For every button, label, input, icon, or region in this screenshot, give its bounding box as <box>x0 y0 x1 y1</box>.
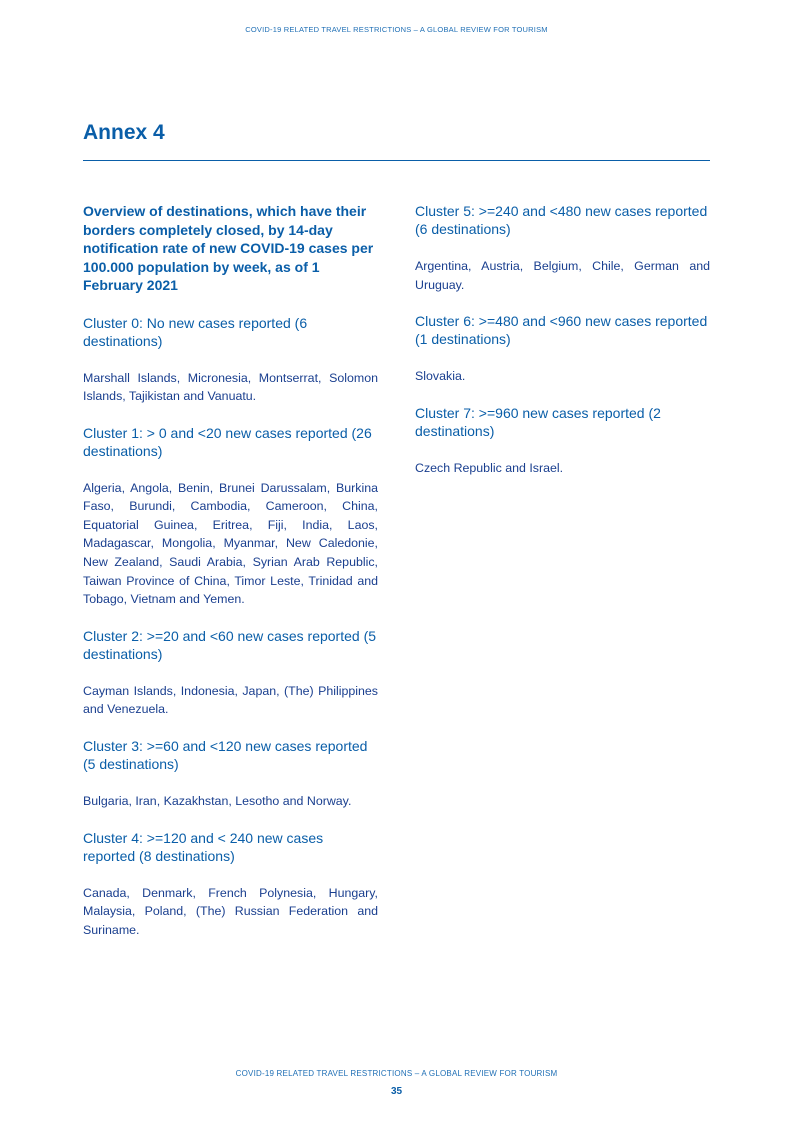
cluster-2-section <box>83 627 378 719</box>
left-column <box>83 202 378 957</box>
annex-intro: Overview of destinations, which have their borders completely closed, by 14-day notification rate of new COVID-19 cases per 100.000 population by week, as of 1 February 2021 <box>83 203 374 293</box>
cluster-4-heading: Cluster 4: >=120 and < 240 new cases reported (8 destinations) <box>83 829 324 864</box>
running-header: COVID-19 RELATED TRAVEL RESTRICTIONS – A GLOBAL REVIEW FOR TOURISM <box>245 25 548 34</box>
cluster-4-destinations: Canada, Denmark, French Polynesia, Hungary, Malaysia, Poland, (The) Russian Federation and Suriname. <box>83 885 378 937</box>
cluster-0-destinations: Marshall Islands, Micronesia, Montserrat, Solomon Islands, Tajikistan and Vanuatu. <box>83 370 378 404</box>
cluster-6-destinations: Slovakia. <box>415 369 466 384</box>
page-title: Annex 4 <box>83 121 165 144</box>
cluster-6-section <box>415 312 710 386</box>
cluster-4-section <box>83 829 378 940</box>
right-column <box>415 202 710 495</box>
cluster-0-heading: Cluster 0: No new cases reported (6 destinations) <box>83 314 308 349</box>
cluster-5-destinations: Argentina, Austria, Belgium, Chile, German and Uruguay. <box>415 259 710 292</box>
cluster-5-section <box>415 202 710 294</box>
cluster-5-heading: Cluster 5: >=240 and <480 new cases reported (6 destinations) <box>415 203 708 237</box>
cluster-7-destinations: Czech Republic and Israel. <box>415 460 564 475</box>
cluster-0-section <box>83 314 378 406</box>
cluster-3-section <box>83 737 378 811</box>
page-number: 35 <box>390 1086 403 1097</box>
running-footer: COVID-19 RELATED TRAVEL RESTRICTIONS – A GLOBAL REVIEW FOR TOURISM <box>235 1069 558 1078</box>
cluster-3-heading: Cluster 3: >=60 and <120 new cases reported (5 destinations) <box>83 738 368 773</box>
cluster-3-destinations: Bulgaria, Iran, Kazakhstan, Lesotho and Norway. <box>83 794 352 809</box>
cluster-1-destinations: Algeria, Angola, Benin, Brunei Darussalam, Burkina Faso, Burundi, Cambodia, Cameroon, China, Equatorial Guinea, Eritrea, Fiji, India, Laos, Madagascar, Mongolia, Myanmar, New Caledonie, New Zealand, Saudi Arabia, Syrian Arab Republic, Taiwan Province of China, Timor Leste, Trinidad and Tobago, Vietnam and Yemen. <box>83 480 378 607</box>
cluster-7-heading: Cluster 7: >=960 new cases reported (2 destinations) <box>415 404 661 439</box>
cluster-1-section <box>83 424 378 609</box>
title-divider <box>83 160 710 161</box>
cluster-2-destinations: Cayman Islands, Indonesia, Japan, (The) Philippines and Venezuela. <box>83 683 378 717</box>
cluster-1-heading: Cluster 1: > 0 and <20 new cases reported (26 destinations) <box>83 424 372 459</box>
cluster-7-section <box>415 404 710 478</box>
cluster-2-heading: Cluster 2: >=20 and <60 new cases reported (5 destinations) <box>83 627 377 662</box>
cluster-6-heading: Cluster 6: >=480 and <960 new cases reported (1 destinations) <box>415 313 708 348</box>
